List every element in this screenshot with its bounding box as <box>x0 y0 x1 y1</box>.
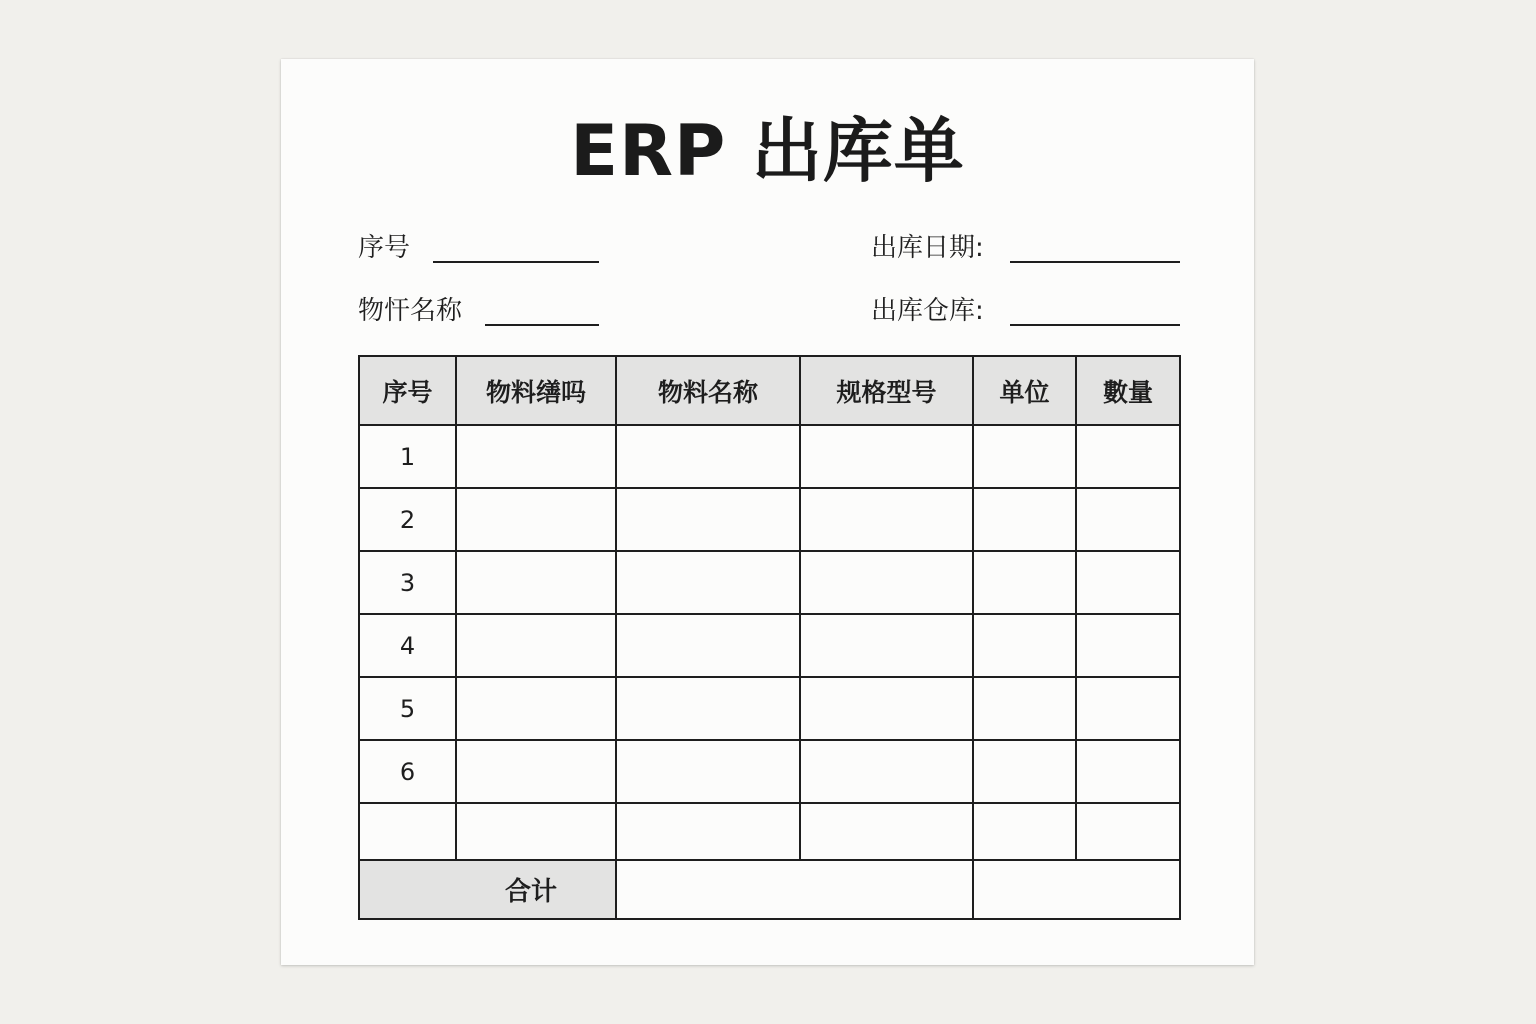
header-material-code: 物料缮吗 <box>456 356 616 425</box>
material-code-cell[interactable] <box>456 614 616 677</box>
material-name-field[interactable] <box>485 324 599 326</box>
material-name-cell[interactable] <box>616 551 800 614</box>
table-row <box>359 488 1180 551</box>
material-code-cell[interactable] <box>456 677 616 740</box>
material-code-cell[interactable] <box>456 425 616 488</box>
table-row <box>359 551 1180 614</box>
material-code-cell[interactable] <box>456 803 616 860</box>
specification-cell[interactable] <box>800 614 973 677</box>
row-number: 5 <box>359 677 456 740</box>
form-title: ERP 出库单 <box>570 110 965 192</box>
header-material-name: 物料名称 <box>616 356 800 425</box>
material-name-cell[interactable] <box>616 677 800 740</box>
table-row-blank <box>359 803 1180 860</box>
material-code-cell[interactable] <box>456 740 616 803</box>
quantity-cell[interactable] <box>1076 740 1180 803</box>
header-quantity: 數量 <box>1076 356 1180 425</box>
row-number-empty[interactable] <box>359 803 456 860</box>
outbound-form-sheet <box>281 59 1254 965</box>
quantity-cell[interactable] <box>1076 803 1180 860</box>
header-serial: 序号 <box>359 356 456 425</box>
material-name-cell[interactable] <box>616 614 800 677</box>
unit-cell[interactable] <box>973 614 1076 677</box>
header-unit: 单位 <box>973 356 1076 425</box>
serial-number-label: 序号 <box>358 233 411 263</box>
material-name-cell[interactable] <box>616 425 800 488</box>
specification-cell[interactable] <box>800 425 973 488</box>
unit-cell[interactable] <box>973 677 1076 740</box>
unit-cell[interactable] <box>973 488 1076 551</box>
specification-cell[interactable] <box>800 740 973 803</box>
outbound-date-field[interactable] <box>1010 261 1180 263</box>
table-header-row <box>359 356 1180 425</box>
row-number: 3 <box>359 551 456 614</box>
unit-cell[interactable] <box>973 740 1076 803</box>
outbound-date-label: 出库日期: <box>871 233 984 263</box>
total-quantity-cell[interactable] <box>973 860 1180 919</box>
quantity-cell[interactable] <box>1076 425 1180 488</box>
total-label: 合计 <box>359 860 616 919</box>
material-code-cell[interactable] <box>456 551 616 614</box>
quantity-cell[interactable] <box>1076 677 1180 740</box>
quantity-cell[interactable] <box>1076 551 1180 614</box>
unit-cell[interactable] <box>973 425 1076 488</box>
specification-cell[interactable] <box>800 677 973 740</box>
total-row <box>359 860 1180 919</box>
items-table <box>358 355 1181 920</box>
header-specification: 规格型号 <box>800 356 973 425</box>
material-name-cell[interactable] <box>616 740 800 803</box>
outbound-warehouse-field[interactable] <box>1010 324 1180 326</box>
specification-cell[interactable] <box>800 551 973 614</box>
table-row <box>359 677 1180 740</box>
serial-number-field[interactable] <box>433 261 599 263</box>
specification-cell[interactable] <box>800 488 973 551</box>
table-row <box>359 614 1180 677</box>
material-name-label: 物忓名称 <box>358 296 463 326</box>
quantity-cell[interactable] <box>1076 614 1180 677</box>
total-value-cell[interactable] <box>616 860 973 919</box>
row-number: 2 <box>359 488 456 551</box>
quantity-cell[interactable] <box>1076 488 1180 551</box>
material-code-cell[interactable] <box>456 488 616 551</box>
material-name-cell[interactable] <box>616 488 800 551</box>
unit-cell[interactable] <box>973 551 1076 614</box>
table-row <box>359 740 1180 803</box>
material-name-cell[interactable] <box>616 803 800 860</box>
unit-cell[interactable] <box>973 803 1076 860</box>
row-number: 6 <box>359 740 456 803</box>
specification-cell[interactable] <box>800 803 973 860</box>
row-number: 1 <box>359 425 456 488</box>
outbound-warehouse-label: 出库仓库: <box>871 296 984 326</box>
table-row <box>359 425 1180 488</box>
row-number: 4 <box>359 614 456 677</box>
